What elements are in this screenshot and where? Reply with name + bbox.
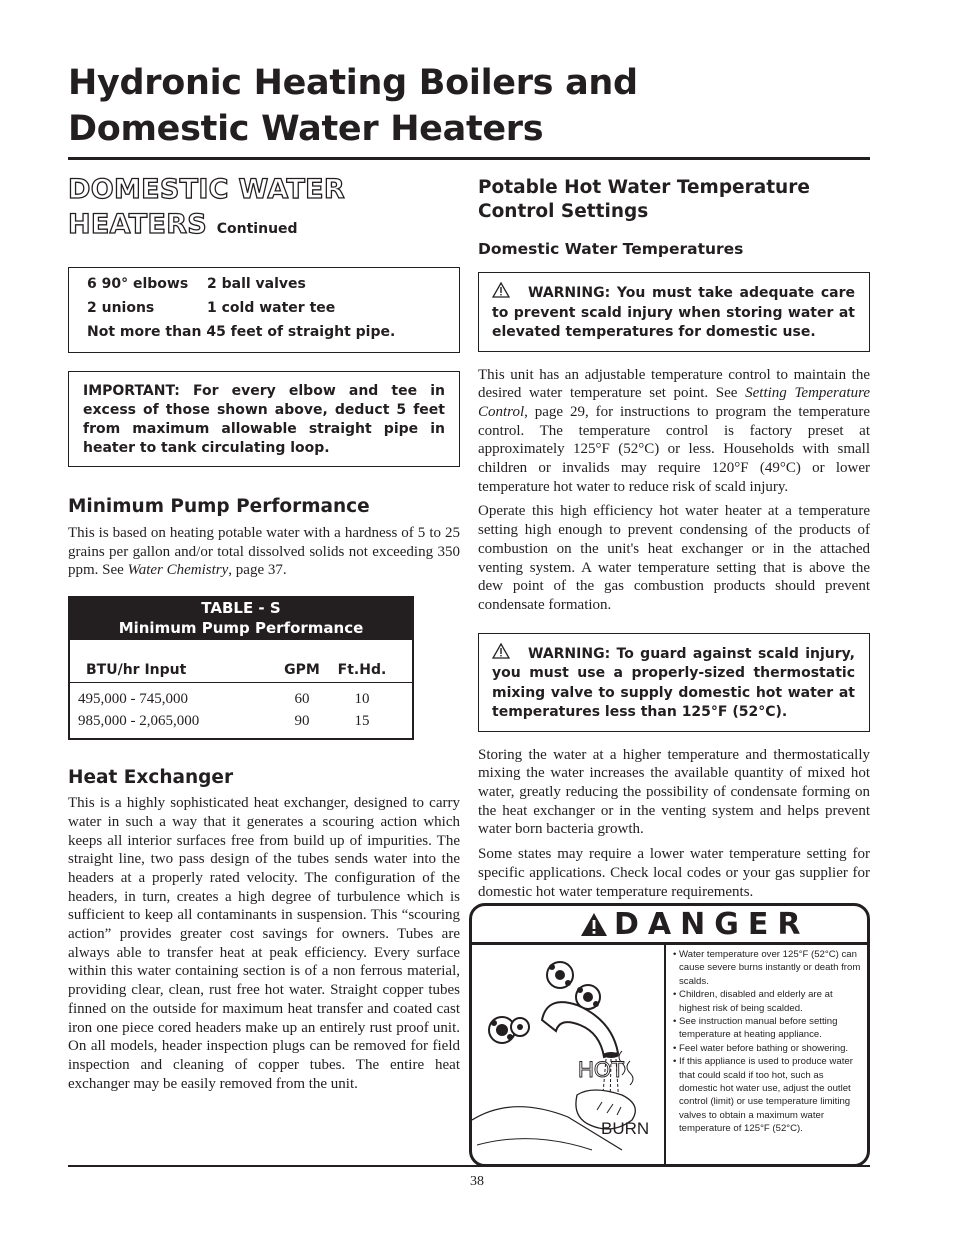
hx-heading: Heat Exchanger — [68, 767, 234, 789]
danger-item: Feel water before bathing or showering. — [679, 1042, 849, 1054]
danger-triangle-icon — [580, 912, 608, 937]
temp-heading-line2: Control Settings — [478, 201, 649, 222]
fittings-note: Not more than 45 feet of straight pipe. — [87, 324, 396, 340]
list-item: • See instruction manual before setting temperature at heating appliance. — [673, 1016, 838, 1041]
fittings-row — [87, 272, 441, 296]
page-number: 38 — [470, 1174, 484, 1189]
title-rule — [68, 157, 870, 160]
right-handle-icon — [547, 962, 600, 1009]
pump-text-before: This is based on heating potable water with a hardness of 5 to 25 grains per gallon and/or total dissolved solids not exceeding 350 ppm. See — [68, 525, 460, 579]
pump-table-col-gpm: GPM — [284, 662, 320, 679]
table-row — [78, 688, 404, 710]
section-title — [68, 172, 460, 247]
important-box: IMPORTANT: For every elbow and tee in excess of those shown above, deduct 5 feet from maximum allowable straight pipe in heater to tank circulating loop. — [68, 371, 460, 467]
warning-label-1: WARNING — [528, 285, 605, 301]
danger-list — [671, 948, 863, 1136]
bottom-rule — [68, 1165, 870, 1167]
section-title-line1: DOMESTIC WATER — [68, 174, 346, 205]
pump-text-after: , page 37. — [228, 562, 287, 579]
fittings-item: 1 cold water tee — [207, 300, 336, 316]
danger-title: DANGER — [614, 907, 810, 942]
danger-panel — [469, 903, 870, 1167]
pump-table-title — [70, 598, 412, 640]
faucet-spout-icon — [542, 1002, 619, 1058]
left-column — [68, 172, 460, 1093]
fittings-item: 2 unions — [87, 300, 155, 316]
pump-table-col-fthd: Ft.Hd. — [337, 662, 387, 679]
warning-icon — [492, 282, 510, 298]
pump-table-body — [70, 683, 412, 738]
table-cell: 10 — [354, 691, 370, 708]
pump-table-header — [70, 640, 412, 683]
temp-para-1 — [478, 366, 870, 497]
warning-box-2 — [478, 633, 870, 732]
page-title-line2: Domestic Water Heaters — [68, 109, 544, 149]
table-cell: 90 — [294, 713, 310, 730]
burn-label: BURN — [601, 1119, 650, 1138]
list-item: • If this appliance is used to produce water that could scald if too hot, such as domestic hot water use, adjust the outlet control (limit) or use temperature limiting valves to obtain a maximum water temperature of 125°F (52°C). — [673, 1056, 853, 1135]
pump-table — [68, 596, 414, 740]
page-title-line1: Hydronic Heating Boilers and — [68, 63, 638, 103]
fittings-item: 6 90° elbows — [87, 276, 189, 292]
temp-para-1-before: This unit has an adjustable temperature control to maintain the desired water temperature set point. See — [478, 366, 870, 402]
page-title — [68, 60, 888, 152]
section-continued: Continued — [216, 221, 298, 237]
table-cell: 495,000 - 745,000 — [78, 691, 188, 708]
warning-text-1: : You must take adequate care to prevent scald injury when storing water at elevated temperatures for domestic use. — [492, 285, 855, 340]
pump-table-col-btu: BTU/hr Input — [86, 662, 187, 679]
left-handle-icon — [489, 1017, 529, 1043]
scald-faucet-illustration — [472, 945, 664, 1164]
fittings-row — [87, 296, 441, 320]
danger-item: Children, disabled and elderly are at highest risk of being scalded. — [679, 989, 833, 1014]
pump-heading: Minimum Pump Performance — [68, 496, 370, 517]
warning-text-2: : To guard against scald injury, you must use a properly-sized thermostatic mixing valve to supply domestic hot water at temperatures less than 125°F (52°C). — [492, 645, 855, 721]
fittings-item: 2 ball valves — [207, 276, 306, 292]
hot-label: HOT — [578, 1057, 625, 1082]
temp-heading — [478, 176, 870, 224]
fittings-box — [68, 267, 460, 353]
temp-para-4: Some states may require a lower water temperature setting for specific applications. Check local codes or your gas supplier for domestic hot water temperature requirements. — [478, 846, 870, 900]
pump-text-italic: Water Chemistry — [127, 562, 229, 579]
warning-label-2: WARNING — [528, 645, 605, 662]
pump-text — [68, 524, 460, 580]
danger-item: See instruction manual before setting temperature at heating appliance. — [679, 1016, 838, 1041]
danger-header — [472, 906, 867, 942]
right-column — [478, 176, 870, 901]
table-row — [78, 710, 404, 732]
danger-item: If this appliance is used to produce water that could scald if too hot, such as domestic hot water use, adjust the outlet control (limit) or use temperature limiting valves to obtain a maximum water temperature of 125°F (52°C). — [679, 1056, 853, 1135]
temp-para-3: Storing the water at a higher temperature and thermostatically mixing the water increases the available quantity of mixed hot water, greatly reducing the possibility of condensate forming on the heat exchanger or in the venting system and helps prevent water born bacteria growth. — [478, 746, 870, 838]
warning-icon — [492, 643, 510, 659]
pump-table-title-line1: TABLE - S — [201, 599, 281, 618]
temp-para-2: Operate this high efficiency hot water heater at a temperature setting high enough to prevent condensing of the products of combustion on the unit's heat exchanger or in the attached venting system. A water temperature setting that is above the dew point of the gas combustion products should prevent condensate formation. — [478, 503, 870, 613]
temp-para-1-after: , page 29, for instructions to program the temperature control. The temperature control is factory preset at approximately 125°F (52°C) or less. Households with small children or invalids may require 120°F (49°C) or lower temperature hot water to reduce risk of scald injury. — [478, 403, 870, 495]
list-item: • Feel water before bathing or showering. — [673, 1042, 849, 1054]
list-item: • Children, disabled and elderly are at highest risk of being scalded. — [673, 989, 833, 1014]
section-title-line2: HEATERS — [68, 209, 208, 240]
warning-box-1 — [478, 272, 870, 352]
table-cell: 985,000 - 2,065,000 — [78, 713, 200, 730]
temp-para-1-italic: Setting Temperature Control — [478, 385, 871, 420]
danger-item: Water temperature over 125°F (52°C) can cause severe burns instantly or death from scalds. — [679, 949, 861, 987]
danger-vertical-divider — [664, 945, 666, 1164]
temp-heading-line1: Potable Hot Water Temperature — [478, 177, 810, 198]
list-item: • Water temperature over 125°F (52°C) can cause severe burns instantly or death from scalds. — [673, 949, 861, 987]
pump-table-title-line2: Minimum Pump Performance — [118, 619, 364, 638]
table-cell: 15 — [354, 713, 370, 730]
temp-subheading: Domestic Water Temperatures — [478, 240, 744, 258]
hx-text: This is a highly sophisticated heat exchanger, designed to carry water in such a way that it generates a scouring action which keeps all interior surfaces free from build up of impurities. The straight line, two pass design of the tubes sends water into the headers at a properly rated velocity. The configuration of the headers, in turn, creates a high degree of turbulence which is sufficient to keep all contaminants in suspension. This “scouring action” provides greater cost savings for owners. Tubes are always able to transfer heat at peak efficiency. Every surface within this water containing section is of a non ferrous material, providing clear, clean, rust free hot water. Straight copper tubes finned on the outside for maximum heat transfer and coated cast iron one piece cored headers make up an entirely rust proof unit. On all models, header inspection plugs can be removed for field inspection and cleaning of copper tubes. The entire heat exchanger may be easily removed from the unit. — [68, 795, 460, 1092]
table-cell: 60 — [294, 691, 310, 708]
